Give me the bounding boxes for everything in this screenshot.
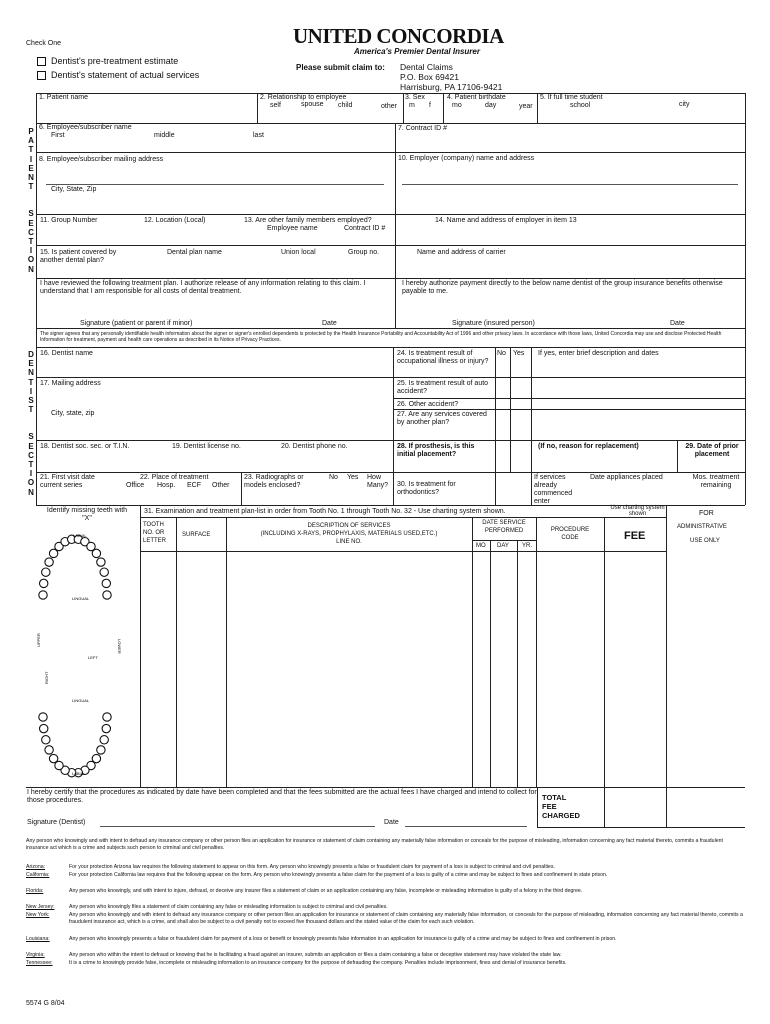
dentist-tin-label: 18. Dentist soc. sec. or T.I.N. [40, 443, 130, 450]
radiographs-how-many: How Many? [367, 474, 389, 489]
dentist-phone-label: 20. Dentist phone no. [281, 443, 348, 450]
col-surface-header: SURFACE [182, 532, 211, 538]
place-treatment-label: 22. Place of treatment [140, 474, 209, 481]
claims-address: Dental Claims P.O. Box 69421 Harrisburg, PA 17106-9421 [400, 62, 503, 92]
family-emp-name: Employee name [267, 225, 318, 232]
chart-label-lower: LOWER [117, 639, 122, 654]
authorization-release-text: I have reviewed the following treatment plan. I authorize release of any information relating to this claim. I understand that I am responsible for all costs of dental treatment. [40, 280, 366, 295]
months-remaining-label: Mos. treatment remaining [692, 474, 740, 489]
col-date-day: DAY [497, 543, 509, 549]
upper-tooth-1[interactable] [39, 591, 47, 599]
city-state-zip-label: City, State, Zip [51, 186, 97, 193]
radiographs-yes: Yes [347, 474, 359, 481]
appliances-placed-label: Date appliances placed [590, 474, 663, 481]
insured-date-label: Date [670, 320, 685, 327]
upper-tooth-15[interactable] [102, 579, 110, 587]
radiographs-no: No [329, 474, 338, 481]
dentist-signature-label: Signature (Dentist) [27, 819, 86, 826]
auto-accident-question: 25. Is treatment result of auto accident? [397, 380, 489, 395]
rel-self: self [270, 102, 281, 109]
dental-plan-name: Dental plan name [167, 249, 222, 256]
submit-claim-label: Please submit claim to: [296, 63, 385, 72]
state-fraud-warnings: Arizona: For your protection Arizona law requires the following statement to appear on this form. Any person who knowingly presents a false or fraudulent claim for payment of a loss is subject to criminal and civil penalties. California: For your protection California law requires that the following appear on the form. Any person who knowingly presents a false claim for the payment of a loss is guilty of a crime and may be subject to fines and confinement in state prison. Florida: Any person who knowingly, and with intent to injure, defraud, or deceive any insurer files a statement of claim or an application containing any false, incomplete or misleading information is guilty of a felony in the third degree. New Jersey: Any person who knowingly files a statement of claim containing any false or misleading information is subject to criminal and civil penalties. New York: Any person who knowingly and with intent to defraud any insurance company or other person files an application for insurance or statement of claim containing any materially false information, or conceals for the purpose of misleading, information concerning any fact material thereto, commits a fraudulent insurance act, which is a crime, and shall also be subject to a civil penalty not to exceed five thousand dollars and the stated value of the claim for each such violation. Louisiana: Any person who knowingly presents a false or fraudulent claim for payment of a loss or benefit or knowingly presents false information in an application for insurance is guilty of a crime and may be subject to fines and confinement in prison. Virginia: Any person who within the intent to defraud or knowing that he is facilitating a fraud against an insurer, submits an application or files a claim containing a false or deceptive statement may have violated the state law. Tennessee: It is a crime to knowingly provide false, incomplete or misleading information to an insurance company for the purpose of defrauding the company. Penalties include imprisonment, fines and denial of insurance benefits. [26, 864, 743, 966]
total-fee-label: TOTAL FEE CHARGED [542, 793, 580, 820]
lower-tooth-1[interactable] [103, 713, 111, 721]
upper-tooth-14[interactable] [100, 568, 108, 576]
col-date-mo: MO [476, 543, 486, 549]
emp-first: First [51, 132, 65, 139]
dentist-name-label: 16. Dentist name [40, 350, 93, 357]
family-employed-label: 13. Are other family members employed? [244, 217, 372, 224]
sex-f: f [429, 102, 431, 109]
location-label: 12. Location (Local) [144, 217, 206, 224]
lower-tooth-15[interactable] [40, 724, 48, 732]
other-accident-question: 26. Other accident? [397, 401, 459, 408]
fraud-warning-general: Any person who knowingly and with intent to defraud any insurance company or other person files an application for insurance or statement of claim containing any materially false information or conceals for the purpose of misleading, information concerning any fact material thereto, commits a fraudulent insurance act which is a crime and subjects such person to criminal and civil penalties. [26, 838, 723, 852]
student-label: 5. If full time student [540, 94, 603, 101]
insured-signature-label: Signature (insured person) [452, 320, 535, 327]
chart-label-upper: UPPER [36, 633, 41, 647]
certification-text: I hereby certify that the procedures as indicated by date have been completed and that the fees submitted are the actual fees I have charged and intend to collect for those procedures. [27, 789, 537, 804]
rel-other: other [381, 103, 397, 110]
lower-tooth-12[interactable] [49, 754, 57, 762]
upper-tooth-13[interactable] [97, 558, 105, 566]
lower-tooth-13[interactable] [45, 746, 53, 754]
occupational-no: No [497, 350, 506, 357]
occupational-yes: Yes [513, 350, 525, 357]
patient-section-side-label: P A T I E N T S E C T I O N [27, 127, 35, 274]
birth-mo: mo [452, 102, 462, 109]
col-tooth-header: TOOTH NO. OR LETTER [143, 522, 167, 544]
tooth-chart-diagram[interactable] [28, 527, 136, 787]
chart-label-right: RIGHT [44, 671, 49, 684]
dentist-city-label: City, state, zip [51, 410, 95, 417]
chart-label-labial-bottom: LABIAL [72, 771, 86, 776]
upper-tooth-4[interactable] [45, 558, 53, 566]
admin-for: FOR [699, 510, 714, 517]
sex-label: 3. Sex [405, 94, 425, 101]
missing-teeth-instruction: Identify missing teeth with "X" [46, 507, 128, 522]
col-procedure-code-header: PROCEDURE CODE [550, 527, 590, 541]
orthodontics-question: 30. Is treatment for orthodontics? [397, 481, 456, 496]
company-logo: UNITED CONCORDIA [293, 24, 504, 48]
place-office: Office [126, 482, 145, 489]
rel-spouse: spouse [301, 101, 324, 108]
pretreatment-label: Dentist's pre-treatment estimate [51, 56, 179, 66]
employer-item13-label: 14. Name and address of employer in item 13 [435, 217, 577, 224]
treatment-plan-instruction: 31. Examination and treatment plan-list in order from Tooth No. 1 through Tooth No. 32 - Use charting system shown. [144, 508, 506, 515]
patient-date-label: Date [322, 320, 337, 327]
group-number-label: 11. Group Number [40, 217, 98, 224]
birth-day: day [485, 102, 497, 109]
upper-tooth-2[interactable] [40, 579, 48, 587]
other-plan-label: 15. Is patient covered by another dental plan? [40, 249, 117, 264]
group-no: Group no. [348, 249, 380, 256]
student-city: city [679, 101, 690, 108]
mailing-address-label: 8. Employee/subscriber mailing address [39, 156, 164, 163]
dentist-mailing-label: 17. Mailing address [40, 380, 101, 387]
lower-tooth-4[interactable] [97, 746, 105, 754]
prosthesis-question: 28. If prosthesis, is this initial placement? [397, 443, 475, 458]
admin-use-only: USE ONLY [690, 538, 720, 544]
contract-id-label: 7. Contract ID # [398, 125, 448, 132]
pretreatment-checkbox[interactable] [37, 57, 46, 66]
lower-tooth-14[interactable] [42, 736, 50, 744]
relationship-label: 2. Relationship to employee [260, 94, 347, 101]
dentist-date-label: Date [384, 819, 399, 826]
col-date-header: DATE SERVICE PERFORMED [482, 520, 526, 534]
patient-name-label: 1. Patient name [39, 94, 89, 101]
col-description-header: DESCRIPTION OF SERVICES (INCLUDING X-RAYS, PROPHYLAXIS, MATERIALS USED,ETC.) LINE NO. [260, 523, 438, 545]
actual-services-label: Dentist's statement of actual services [51, 70, 200, 80]
family-contract-id: Contract ID # [344, 225, 386, 232]
dentist-license-label: 19. Dentist license no. [172, 443, 241, 450]
dentist-section-side-label: D E N T I S T S E C T I O N [27, 350, 35, 497]
radiographs-label: 23. Radiographs or models enclosed? [244, 474, 304, 489]
occupational-description-label: If yes, enter brief description and dates [538, 350, 659, 357]
lower-tooth-3[interactable] [100, 736, 108, 744]
employer-label: 10. Employer (company) name and address [398, 155, 535, 162]
patient-signature-label: Signature (patient or parent if minor) [80, 320, 193, 327]
authorization-payment-text: I hereby authorize payment directly to the below name dentist of the group insurance benefits otherwise payable to me. [402, 280, 723, 295]
replacement-reason-label: (If no, reason for replacement) [538, 443, 639, 450]
birthdate-label: 4. Patient birthdate [447, 94, 506, 101]
upper-tooth-3[interactable] [42, 568, 50, 576]
lower-tooth-16[interactable] [39, 713, 47, 721]
prior-placement-label: 29. Date of prior placement [685, 443, 739, 458]
services-commenced-label: If services already commenced enter [534, 474, 573, 505]
form-number: 5574 G 8/04 [26, 1000, 65, 1007]
occupational-question: 24. Is treatment result of occupational illness or injury? [397, 350, 489, 365]
place-ecf: ECF [187, 482, 201, 489]
chart-label-labial-top: LABIAL [73, 533, 87, 538]
chart-label-lingual-bottom: LINGUAL [72, 698, 90, 703]
place-other: Other [212, 482, 230, 489]
col-fee-header: FEE [624, 530, 646, 542]
company-tagline: America's Premier Dental Insurer [354, 47, 480, 56]
privacy-notice: The signer agrees that any personally identifiable health information about the signer or signer's enrolled dependents is protected by the Health Insurance Portability and Accountability Act of 1996 and other privacy laws. In accordance with those laws, United Concordia may use and disclose Protected Health Information for treatment, payment and health care operations as described in its Notice of Privacy Practices. [40, 331, 722, 343]
upper-tooth-16[interactable] [103, 591, 111, 599]
chart-label-left: LEFT [88, 655, 98, 660]
upper-tooth-12[interactable] [92, 549, 100, 557]
lower-tooth-2[interactable] [102, 724, 110, 732]
col-date-yr: YR. [522, 543, 533, 549]
actual-services-checkbox[interactable] [37, 71, 46, 80]
student-school: school [570, 102, 591, 109]
birth-year: year [519, 103, 533, 110]
check-one-label: Check One [26, 40, 62, 47]
emp-last: last [253, 132, 264, 139]
rel-child: child [338, 102, 353, 109]
employee-name-label: 6. Employee/subscriber name [39, 124, 132, 131]
carrier-name-address: Name and address of carrier [417, 249, 506, 256]
emp-middle: middle [154, 132, 175, 139]
union-local: Union local [281, 249, 316, 256]
charting-note: Use charting system shown [610, 505, 665, 517]
chart-label-lingual-top: LINGUAL [72, 596, 90, 601]
first-visit-label: 21. First visit date current series [40, 474, 95, 489]
place-hosp: Hosp. [157, 482, 176, 489]
other-plan-services-question: 27. Are any services covered by another plan? [397, 411, 487, 426]
admin-administrative: ADMINISTRATIVE [677, 524, 727, 530]
sex-m: m [409, 102, 415, 109]
